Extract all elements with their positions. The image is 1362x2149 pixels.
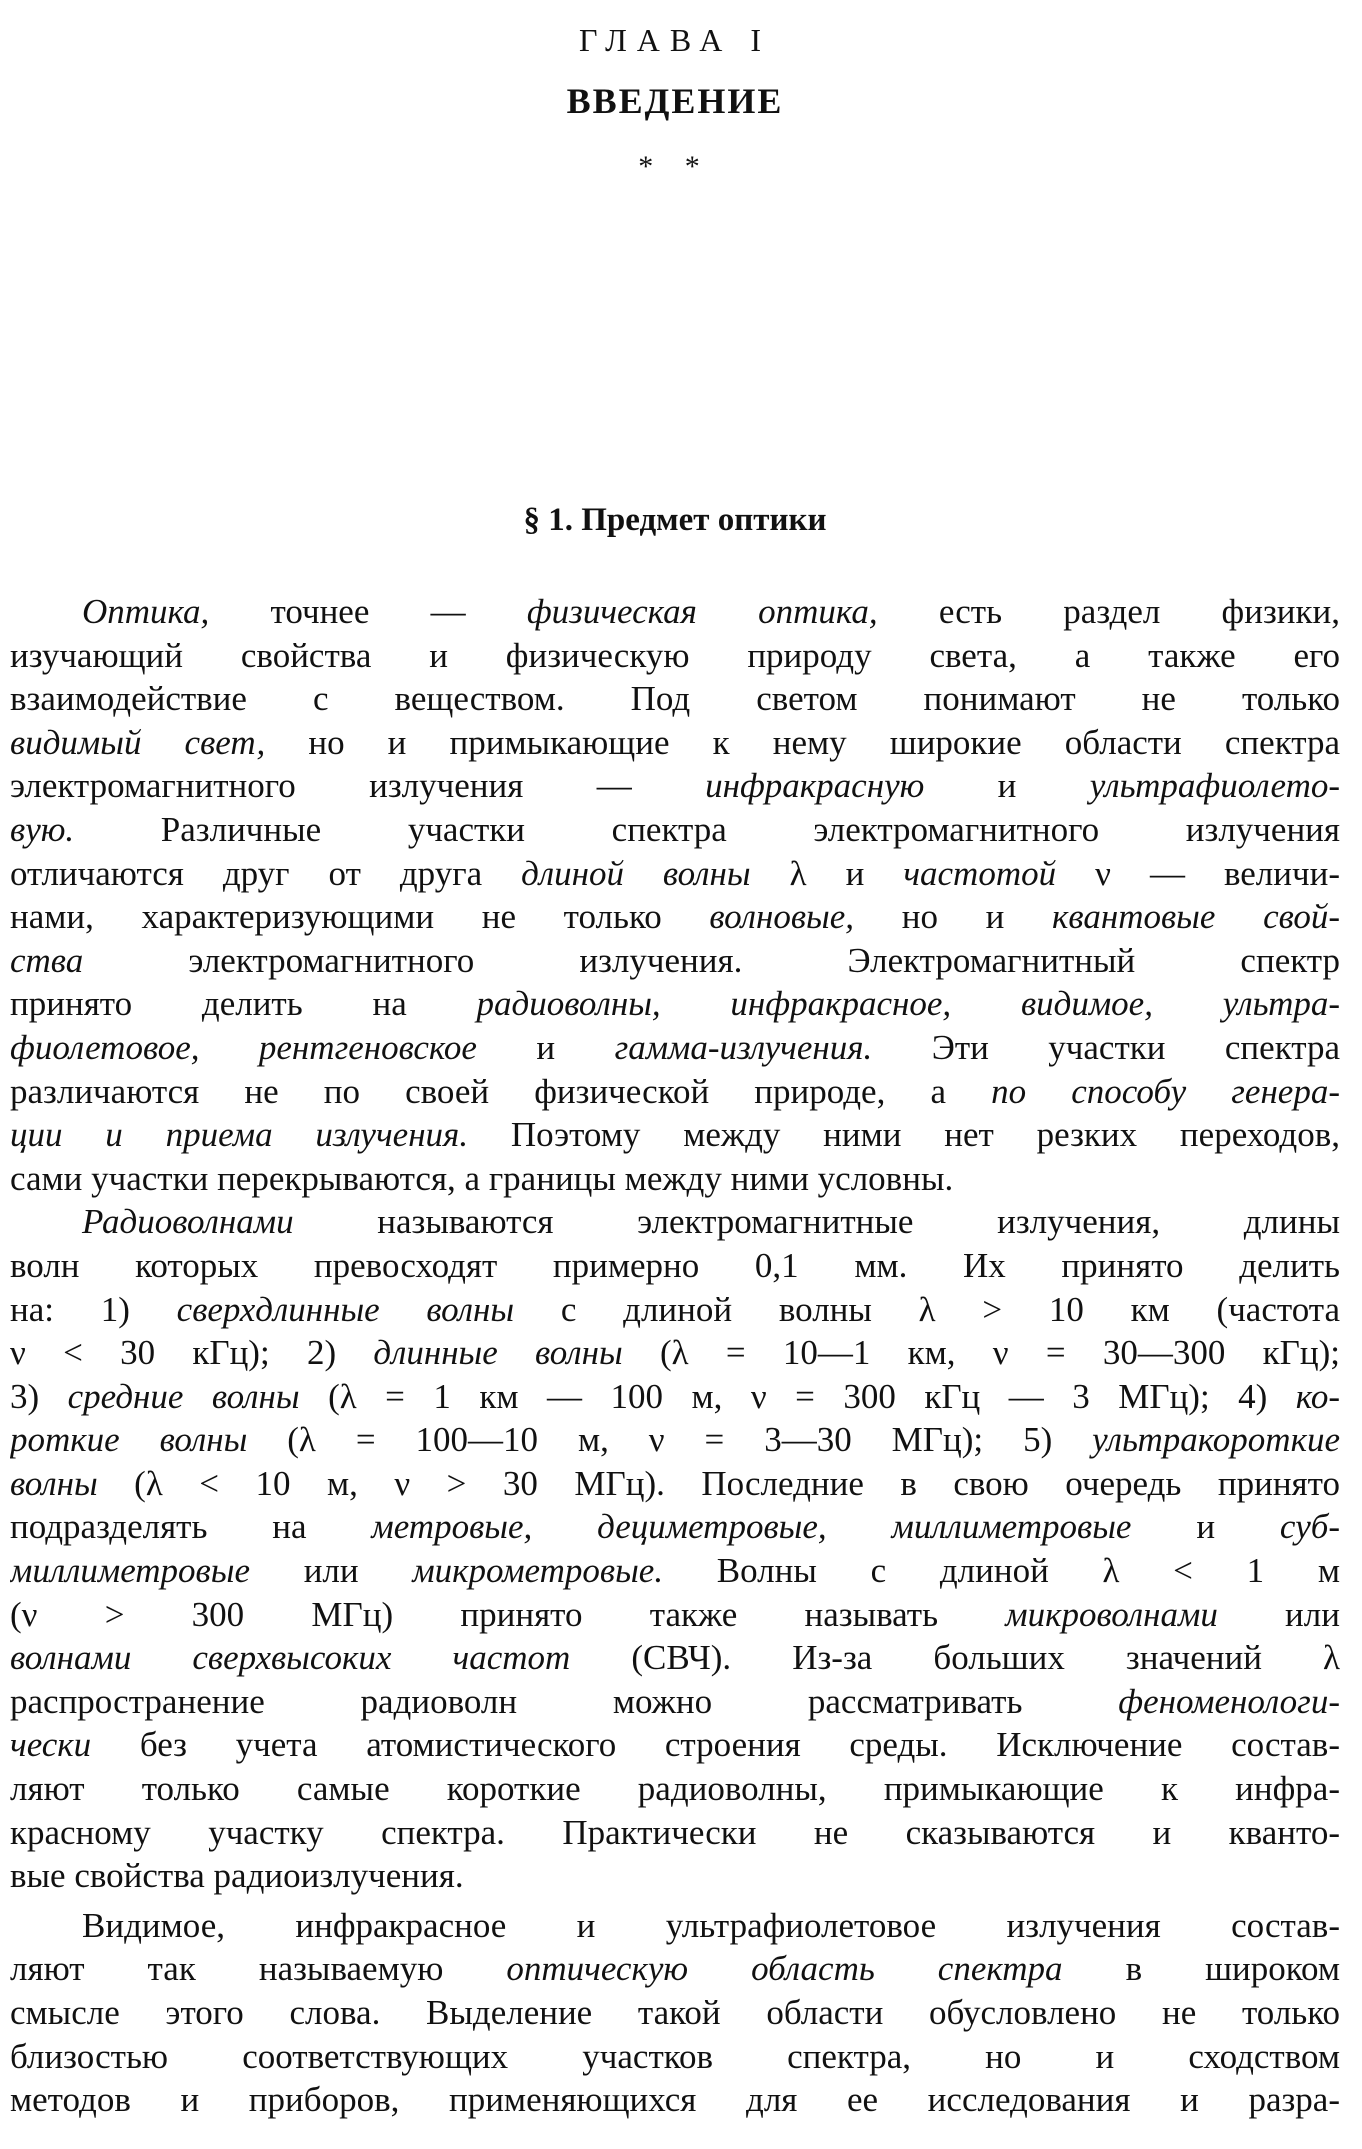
italic-term: микрометровые. xyxy=(412,1551,664,1591)
text-line xyxy=(10,1157,1340,1201)
text-run: Эти участки спектра xyxy=(872,1027,1340,1067)
text-run: отличаются друг от друга xyxy=(10,853,522,893)
text-line xyxy=(10,939,1340,983)
text-run: электромагнитного излучения. Электромагнитный спектр xyxy=(83,940,1340,980)
italic-term: физическая оптика, xyxy=(526,592,878,631)
text-line xyxy=(10,982,1340,1026)
text-run: Видимое, инфракрасное и ультрафиолетовое излучения состав- xyxy=(82,1905,1340,1945)
text-run: Различные участки спектра электромагнитного излучения xyxy=(74,809,1340,849)
text-run: подразделять на xyxy=(10,1507,372,1547)
book-page xyxy=(10,0,1340,2149)
text-run: вые свойства радиоизлучения. xyxy=(10,1856,464,1896)
italic-term: ции и приема излучения. xyxy=(10,1115,469,1155)
text-run: или xyxy=(249,1551,413,1591)
text-line xyxy=(10,1331,1340,1375)
text-line xyxy=(10,1288,1340,1332)
text-run: красному участку спектра. Практически не сказываются и кванто- xyxy=(10,1812,1340,1852)
text-line xyxy=(10,895,1340,939)
text-line xyxy=(10,1200,1340,1244)
text-run: и xyxy=(924,766,1090,806)
italic-term: волны xyxy=(10,1463,98,1503)
text-line xyxy=(10,1811,1340,1855)
ornament-asterisks: * * xyxy=(638,150,712,183)
italic-term: ко- xyxy=(1295,1376,1340,1416)
text-line xyxy=(10,1375,1340,1419)
text-run: ν < 30 кГц); 2) xyxy=(10,1333,374,1373)
italic-term: вую. xyxy=(10,809,75,849)
text-line xyxy=(10,2035,1340,2079)
text-run: электромагнитного излучения — xyxy=(10,766,706,806)
italic-term: роткие волны xyxy=(10,1420,248,1460)
italic-term: квантовые свой- xyxy=(1052,897,1340,937)
text-line xyxy=(10,1767,1340,1811)
italic-term: по способу генера- xyxy=(991,1071,1340,1111)
text-run: (ν > 300 МГц) принято также называть xyxy=(10,1594,1006,1634)
italic-term: инфракрасную xyxy=(705,766,925,806)
text-run: (λ = 10—1 км, ν = 30—300 кГц); xyxy=(622,1333,1340,1373)
text-run: и xyxy=(476,1027,615,1067)
italic-term: радиоволны, инфракрасное, видимое, ультра- xyxy=(476,984,1340,1024)
italic-term: чески xyxy=(10,1725,92,1765)
chapter-number: ГЛАВА I xyxy=(579,22,771,58)
text-run: ν — величи- xyxy=(1056,853,1340,893)
text-run: Поэтому между ними нет резких переходов, xyxy=(468,1115,1340,1155)
text-line xyxy=(10,721,1340,765)
text-line xyxy=(10,590,1340,634)
text-line xyxy=(10,2078,1340,2122)
text-line xyxy=(10,1462,1340,1506)
text-run: λ и xyxy=(750,853,904,893)
text-run: (СВЧ). Из-за больших значений λ xyxy=(570,1638,1340,1678)
italic-term: длинные волны xyxy=(373,1333,623,1373)
italic-term: оптическую область спектра xyxy=(506,1949,1063,1989)
text-run: различаются не по своей физической природе, а xyxy=(10,1071,992,1111)
text-run: или xyxy=(1217,1594,1340,1634)
text-run: но и xyxy=(854,897,1053,937)
text-line xyxy=(10,1723,1340,1767)
italic-term: ультрафиолето- xyxy=(1089,766,1340,806)
text-run: Волны с длиной λ < 1 м xyxy=(663,1551,1340,1591)
text-run: без учета атомистического строения среды. Исключение состав- xyxy=(91,1725,1340,1765)
text-line xyxy=(10,764,1340,808)
text-run: на: 1) xyxy=(10,1289,177,1329)
italic-term: средние волны xyxy=(67,1376,300,1416)
text-run: точнее — xyxy=(209,592,527,631)
text-run: смысле этого слова. Выделение такой области обусловлено не только xyxy=(10,1993,1340,2032)
text-line xyxy=(10,1026,1340,1070)
text-line xyxy=(10,1904,1340,1948)
italic-term: частотой xyxy=(903,853,1057,893)
text-line xyxy=(10,808,1340,852)
text-run: но и примыкающие к нему широкие области спектра xyxy=(265,722,1340,762)
italic-term: метровые, дециметровые, миллиметровые xyxy=(371,1507,1132,1547)
text-line xyxy=(10,1244,1340,1288)
text-run: нами, характеризующими не только xyxy=(10,897,710,937)
body-text xyxy=(10,590,1340,2122)
italic-term: Оптика, xyxy=(82,592,210,631)
text-run: есть раздел физики, xyxy=(877,592,1340,631)
text-run: сами участки перекрываются, а границы между ними условны. xyxy=(10,1158,954,1198)
text-line xyxy=(10,1070,1340,1114)
text-line xyxy=(10,1418,1340,1462)
italic-term: фиолетовое, рентгеновское xyxy=(10,1027,477,1067)
text-line xyxy=(10,1113,1340,1157)
text-line xyxy=(10,1854,1340,1898)
text-run: (λ = 100—10 м, ν = 3—30 МГц); 5) xyxy=(247,1420,1093,1460)
text-line xyxy=(10,1991,1340,2035)
italic-term: ства xyxy=(10,940,84,980)
italic-term: ультракороткие xyxy=(1092,1420,1340,1460)
text-line xyxy=(10,1680,1340,1724)
text-run: с длиной волны λ > 10 км (частота xyxy=(514,1289,1340,1329)
text-line xyxy=(10,1549,1340,1593)
text-run: и xyxy=(1131,1507,1280,1547)
text-run: методов и приборов, применяющихся для ее исследования и разра- xyxy=(10,2080,1340,2120)
text-run: изучающий свойства и физическую природу света, а также его xyxy=(10,635,1340,675)
text-run: распространение радиоволн можно рассматривать xyxy=(10,1681,1119,1721)
italic-term: феноменологи- xyxy=(1118,1681,1340,1721)
text-run: называются электромагнитные излучения, длины xyxy=(293,1202,1340,1242)
text-line xyxy=(10,1593,1340,1637)
text-run: в широком xyxy=(1062,1949,1340,1989)
italic-term: длиной волны xyxy=(521,853,751,893)
italic-term: видимый свет, xyxy=(10,722,266,762)
italic-term: суб- xyxy=(1279,1507,1340,1547)
italic-term: волнами сверхвысоких частот xyxy=(10,1638,571,1678)
text-run: (λ = 1 км — 100 м, ν = 300 кГц — 3 МГц); 4) xyxy=(299,1376,1296,1416)
text-run: принято делить на xyxy=(10,984,477,1024)
italic-term: микроволнами xyxy=(1005,1594,1218,1634)
text-run: волн которых превосходят примерно 0,1 мм. Их принято делить xyxy=(10,1245,1340,1285)
italic-term: гамма-излучения. xyxy=(614,1027,873,1067)
italic-term: волновые, xyxy=(709,897,855,937)
text-run: взаимодействие с веществом. Под светом понимают не только xyxy=(10,679,1340,719)
text-line xyxy=(10,1947,1340,1991)
italic-term: сверхдлинные волны xyxy=(176,1289,515,1329)
text-run: ляют так называемую xyxy=(10,1949,507,1989)
text-run: (λ < 10 м, ν > 30 МГц). Последние в свою очередь принято xyxy=(97,1463,1340,1503)
text-line xyxy=(10,852,1340,896)
text-line xyxy=(10,1636,1340,1680)
italic-term: Радиоволнами xyxy=(82,1202,294,1242)
text-run: 3) xyxy=(10,1376,68,1416)
chapter-title: ВВЕДЕНИЕ xyxy=(566,81,784,121)
text-line xyxy=(10,1505,1340,1549)
text-line xyxy=(10,677,1340,721)
section-heading: § 1. Предмет оптики xyxy=(523,502,827,538)
italic-term: миллиметровые xyxy=(10,1551,250,1591)
text-run: близостью соответствующих участков спектра, но и сходством xyxy=(10,2036,1340,2076)
text-run: ляют только самые короткие радиоволны, примыкающие к инфра- xyxy=(10,1769,1340,1809)
text-line xyxy=(10,634,1340,678)
